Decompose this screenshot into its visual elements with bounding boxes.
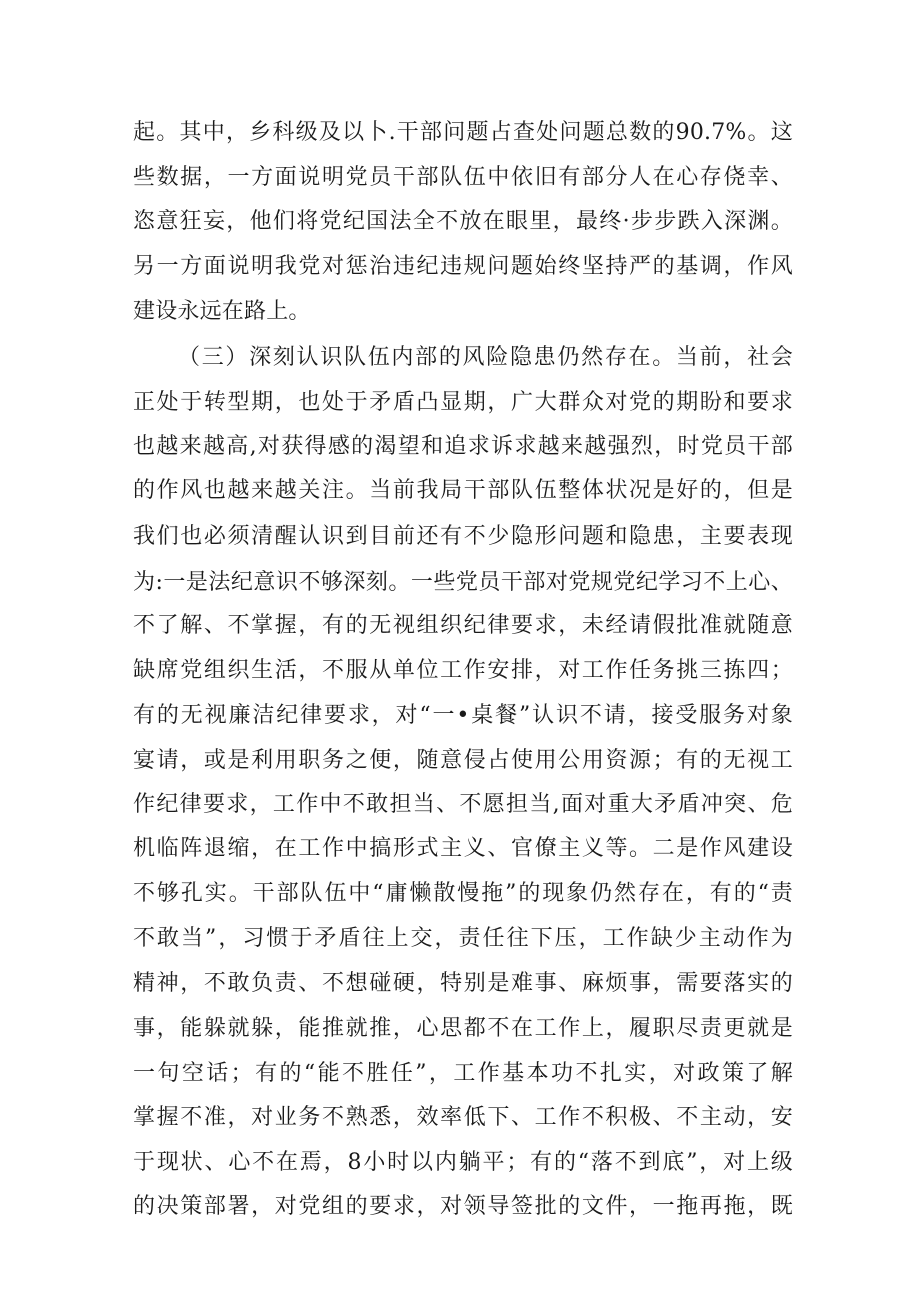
text-line: 建设永远在路上。 xyxy=(133,299,311,324)
text-line: 事，能躲就躲，能推就推，心思都不在工作上，履职尽责更就是 xyxy=(133,1016,793,1041)
text-line: 些数据，一方面说明党员干部队伍中依旧有部分人在心存侥幸、 xyxy=(133,165,793,190)
text-line: 掌握不准，对业务不熟悉，效率低下、工作不积极、不主动，安 xyxy=(133,1105,793,1130)
text-line: 宴请，或是利用职务之便，随意侵占使用公用资源；有的无视工 xyxy=(133,748,793,773)
text-line: 起。其中，乡科级及以卜.干部问题占查处问题总数的90.7%。这 xyxy=(133,120,793,145)
text-line: 于现状、心不在焉，8小时以内躺平；有的“落不到底”，对上级 xyxy=(133,1150,793,1175)
text-line: 另一方面说明我党对惩治违纪违规问题始终坚持严的基调，作风 xyxy=(133,254,793,279)
text-line: 为:一是法纪意识不够深刻。一些党员干部对党规党纪学习不上心、 xyxy=(133,570,793,595)
text-line: 有的无视廉洁纪律要求，对“一•桌餐”认识不请，接受服务对象 xyxy=(133,703,793,728)
text-line: 不敢当”，习惯于矛盾往上交，责任往下压，工作缺少主动作为 xyxy=(133,926,793,951)
text-line: 精神，不敢负责、不想碰硬，特别是难事、麻烦事，需要落实的 xyxy=(133,971,793,996)
text-line: 不够孔实。干部队伍中“庸懒散慢拖”的现象仍然存在，有的“责 xyxy=(133,881,793,906)
text-line: 机临阵退缩，在工作中搞形式主义、官僚主义等。二是作风建设 xyxy=(133,836,793,861)
text-line: 不了解、不掌握，有的无视组织纪律要求，未经请假批准就随意 xyxy=(133,613,793,638)
text-line: 恣意狂妄，他们将党纪国法全不放在眼里，最终·步步跌入深渊。 xyxy=(133,209,793,234)
text-line: 也越来越高,对获得感的渴望和追求诉求越来越强烈，时党员干部 xyxy=(133,434,793,459)
text-line: 作纪律要求，工作中不敢担当、不愿担当,面对重大矛盾冲突、危 xyxy=(133,792,793,817)
text-line: 的决策部署，对党组的要求，对领导签批的文件，一拖再拖，既 xyxy=(133,1194,793,1219)
text-line: 正处于转型期，也处于矛盾凸显期，广大群众对党的期盼和要求 xyxy=(133,390,793,415)
section-heading-line: （三）深刻认识队伍内部的风险隐患仍然存在。当前，社会 xyxy=(178,345,793,370)
text-line: 缺席党组织生活，不服从单位工作安排，对工作任务挑三拣四； xyxy=(133,658,793,683)
text-line: 我们也必须清醒认识到目前还有不少隐形问题和隐患，主要表现 xyxy=(133,524,793,549)
text-line: 的作风也越来越关注。当前我局干部队伍整体状况是好的，但是 xyxy=(133,478,793,503)
text-line: 一句空话；有的“能不胜任”，工作基本功不扎实，对政策了解 xyxy=(133,1061,793,1086)
